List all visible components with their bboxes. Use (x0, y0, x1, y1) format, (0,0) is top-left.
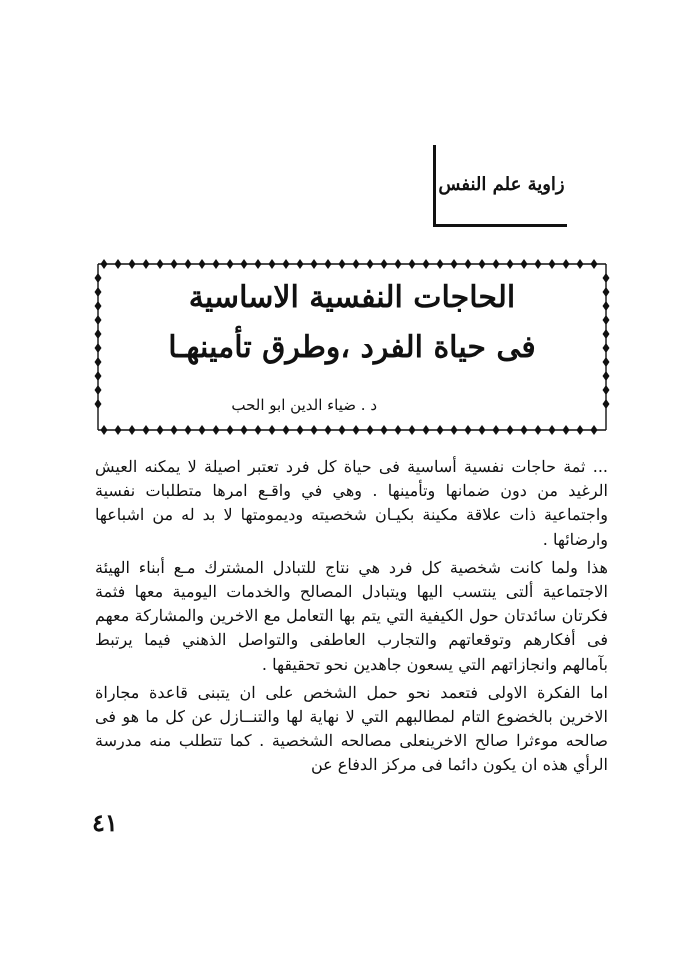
border-ornament (507, 259, 514, 269)
border-ornament (563, 259, 570, 269)
border-ornament (101, 259, 108, 269)
border-ornament (115, 259, 122, 269)
border-ornament (521, 259, 528, 269)
border-ornament (199, 425, 206, 435)
border-ornament (603, 315, 610, 325)
border-ornament (297, 259, 304, 269)
border-ornament (213, 259, 220, 269)
border-ornament (603, 385, 610, 395)
border-ornament (311, 259, 318, 269)
border-ornament (129, 259, 136, 269)
border-ornament (227, 259, 234, 269)
border-ornament (185, 425, 192, 435)
paragraph: هذا ولما كانت شخصية كل فرد هي نتاج للتبادل المشترك مـع أبناء الهيئة الاجتماعية ألتى ينتسب اليها ويتبادل المصالح والخدمات اليومية معها فثمة فكرتان سائدتان حول الكيفية التي يتم بها التعامل مع الاخرين والمشاركة معهم فى أفكارهم وتوقعاتهم والتجارب العاطفى والتواصل الذهني فيما يرتبط بآمالهم وانجازاتهم التي يسعون جاهدين نحو تحقيقها . (95, 557, 608, 674)
border-ornament (549, 259, 556, 269)
border-ornament (603, 371, 610, 381)
border-ornament (535, 259, 542, 269)
article-subtitle: فى حياة الفرد ،وطرق تأمينهـا (168, 330, 536, 365)
border-ornament (115, 425, 122, 435)
border-ornament (129, 425, 136, 435)
border-ornament (409, 425, 416, 435)
border-ornament (451, 259, 458, 269)
border-ornament (255, 425, 262, 435)
border-ornament (367, 425, 374, 435)
border-ornament (549, 425, 556, 435)
border-ornament (157, 259, 164, 269)
border-ornament (535, 425, 542, 435)
border-ornament (255, 259, 262, 269)
border-ornament (269, 425, 276, 435)
article-author: د . ضياء الدين ابو الحب (231, 396, 377, 414)
border-ornament (395, 425, 402, 435)
border-ornament (465, 425, 472, 435)
border-ornament (521, 425, 528, 435)
border-ornament (95, 399, 102, 409)
border-ornament (563, 425, 570, 435)
border-ornament (367, 259, 374, 269)
border-ornament (325, 425, 332, 435)
border-ornament (325, 259, 332, 269)
paragraph: ... ثمة حاجات نفسية أساسية فى حياة كل فرد تعتبر اصيلة لا يمكنه العيش الرغيد من دون ضمانها وتأمينها . وهي في واقـع امرها متطلبات نفسية واجتماعية ذات علاقة مكينة بكيـان شخصيته وديمومتها لا بد له من اشباعها وارضائها . (95, 457, 608, 549)
border-ornament (171, 259, 178, 269)
border-ornament (423, 425, 430, 435)
border-ornament (101, 425, 108, 435)
border-ornament (269, 259, 276, 269)
border-ornament (199, 259, 206, 269)
border-ornament (95, 385, 102, 395)
border-ornament (213, 425, 220, 435)
border-ornament (395, 259, 402, 269)
border-ornament (603, 399, 610, 409)
border-ornament (297, 425, 304, 435)
border-ornament (311, 425, 318, 435)
border-ornament (339, 425, 346, 435)
title-frame (92, 258, 612, 436)
border-ornament (227, 425, 234, 435)
border-ornament (353, 425, 360, 435)
border-ornament (157, 425, 164, 435)
border-ornament (479, 425, 486, 435)
border-ornament (479, 259, 486, 269)
border-ornament (577, 259, 584, 269)
border-ornament (95, 371, 102, 381)
border-ornament (283, 425, 290, 435)
border-ornament (465, 259, 472, 269)
border-ornament (409, 259, 416, 269)
page-number: ٤١ (92, 808, 118, 837)
border-ornament (353, 259, 360, 269)
border-ornament (493, 425, 500, 435)
border-ornament (283, 259, 290, 269)
border-ornament (437, 425, 444, 435)
border-ornament (437, 259, 444, 269)
section-label: زاوية علم النفس (438, 174, 565, 195)
border-ornament (143, 259, 150, 269)
border-ornament (185, 259, 192, 269)
border-ornament (339, 259, 346, 269)
border-ornament (241, 259, 248, 269)
border-ornament (423, 259, 430, 269)
section-box (433, 145, 567, 227)
border-ornament (507, 425, 514, 435)
border-ornament (171, 425, 178, 435)
paragraph: اما الفكرة الاولى فتعمد نحو حمل الشخص على ان يتبنى قاعدة مجاراة الاخرين بالخضوع التام لمطالبهم التي لا نهاية لها والتنــازل عن كل ما هو فى صالحه موءثرا صالح الاخرينعلى مصالحه الشخصية . كما تتطلب منه مدرسة الرأي هذه ان يكون دائما فى مركز الدفاع عن (95, 682, 608, 775)
article-body (95, 455, 608, 778)
article-title: الحاجات النفسية الاساسية (188, 280, 516, 315)
border-ornament (143, 425, 150, 435)
border-ornament (381, 259, 388, 269)
border-ornament (381, 425, 388, 435)
border-ornament (241, 425, 248, 435)
border-ornament (493, 259, 500, 269)
border-ornament (451, 425, 458, 435)
border-ornament (591, 259, 598, 269)
border-ornament (591, 425, 598, 435)
border-ornament (577, 425, 584, 435)
border-ornament (95, 315, 102, 325)
